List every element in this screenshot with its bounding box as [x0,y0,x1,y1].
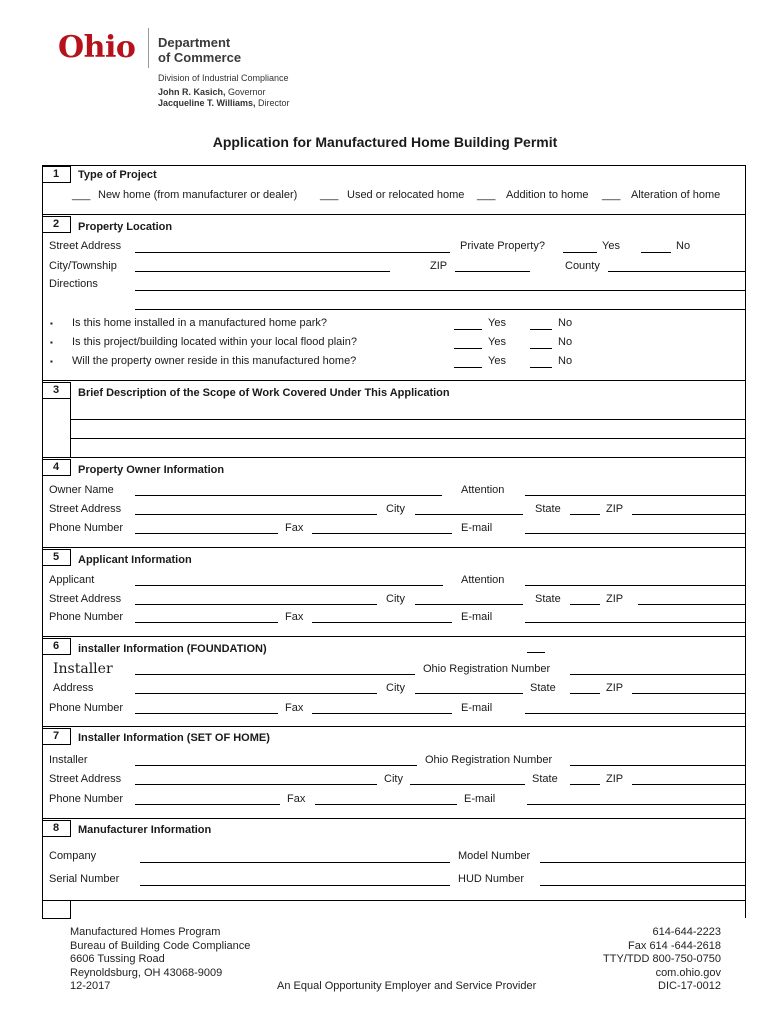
s1-blank-new[interactable]: ___ [72,189,91,201]
s6-state-field[interactable] [570,693,600,694]
section-8-title: Manufacturer Information [78,824,212,836]
section-2-number: 2 [42,216,71,233]
s5-city-field[interactable] [415,604,523,605]
s1-alteration: Alteration of home [631,189,721,201]
s2-q2-yes-field[interactable] [454,348,482,349]
s6-email-label: E-mail [461,702,493,714]
s4-street-label: Street Address [49,503,122,515]
division-name: Division of Industrial Compliance [158,73,289,83]
s4-city-field[interactable] [415,514,523,515]
governor: John R. Kasich, Governor [158,87,266,97]
s4-email-field[interactable] [525,533,745,534]
section-3-title: Brief Description of the Scope of Work Covered Under This Application [78,387,450,399]
s8-hud-label: HUD Number [458,873,525,885]
s2-directions-label: Directions [49,278,98,290]
director: Jacqueline T. Williams, Director [158,98,290,108]
s8-model-label: Model Number [458,850,531,862]
s8-serial-field[interactable] [140,885,450,886]
section-7-title: Installer Information (SET OF HOME) [78,732,270,744]
s7-email-field[interactable] [527,804,745,805]
s2-q3-no-field[interactable] [530,367,552,368]
s2-private-no: No [676,240,691,252]
s5-state-label: State [535,593,561,605]
s4-phone-label: Phone Number [49,522,123,534]
s2-q1-yes: Yes [488,317,506,329]
s5-attention-label: Attention [461,574,505,586]
s7-installer-label: Installer [49,754,88,766]
s4-owner-field[interactable] [135,495,442,496]
s2-q1-no-field[interactable] [530,329,552,330]
divider-2 [42,380,745,381]
s2-q3: Will the property owner reside in this manufactured home? [72,355,357,367]
divider-8 [42,900,745,901]
s6-extra-mark [527,652,545,653]
s7-state-field[interactable] [570,784,600,785]
s1-blank-alteration[interactable]: ___ [602,189,621,201]
s7-fax-label: Fax [287,793,306,805]
s2-q3-yes-field[interactable] [454,367,482,368]
s7-zip-label: ZIP [606,773,624,785]
s5-phone-field[interactable] [135,622,278,623]
s4-state-field[interactable] [570,514,600,515]
footer-equal-opportunity: An Equal Opportunity Employer and Service Provider [277,980,537,992]
s6-ohio-reg-label: Ohio Registration Number [423,663,551,675]
s7-city-label: City [384,773,403,785]
section-5-number: 5 [42,549,71,566]
section-2-title: Property Location [78,221,173,233]
s2-county-label: County [565,260,600,272]
s2-street-field[interactable] [135,252,450,253]
footer-address: Manufactured Homes Program Bureau of Building Code Compliance 6606 Tussing Road Reynoldsburg, OH 43068-9009 12-2017 [70,926,251,992]
divider-6 [42,726,745,727]
s7-email-label: E-mail [464,793,496,805]
s3-left-rule [70,382,71,458]
s4-street-field[interactable] [135,514,377,515]
section-7-number: 7 [42,728,71,745]
s5-email-label: E-mail [461,611,493,623]
divider-4 [42,547,745,548]
s4-fax-label: Fax [285,522,304,534]
s1-blank-addition[interactable]: ___ [477,189,496,201]
s8-company-label: Company [49,850,97,862]
s2-q3-yes: Yes [488,355,506,367]
s4-state-label: State [535,503,561,515]
s5-zip-label: ZIP [606,593,624,605]
divider-5 [42,636,745,637]
s6-zip-field[interactable] [632,693,745,694]
s4-phone-field[interactable] [135,533,278,534]
s4-attention-field[interactable] [525,495,745,496]
section-3-number: 3 [42,382,71,399]
section-5-title: Applicant Information [78,554,192,566]
s2-q1-yes-field[interactable] [454,329,482,330]
s6-zip-label: ZIP [606,682,624,694]
s2-q3-no: No [558,355,573,367]
s6-city-field[interactable] [415,693,523,694]
s7-phone-field[interactable] [135,804,280,805]
s4-owner-label: Owner Name [49,484,114,496]
frame-left [42,165,43,918]
s2-street-label: Street Address [49,240,122,252]
section-4-title: Property Owner Information [78,464,225,476]
s4-fax-field[interactable] [312,533,452,534]
bullet: ▪ [50,357,53,366]
s5-fax-field[interactable] [312,622,452,623]
section-1-title: Type of Project [78,169,157,181]
s2-city-label: City/Township [49,260,117,272]
s2-city-field[interactable] [135,271,390,272]
logo-divider [148,28,149,68]
s5-street-label: Street Address [49,593,122,605]
s8-model-field[interactable] [540,862,745,863]
s6-state-label: State [530,682,556,694]
divider-7 [42,818,745,819]
s2-q2-no-field[interactable] [530,348,552,349]
s7-street-label: Street Address [49,773,122,785]
s4-zip-label: ZIP [606,503,624,515]
s2-directions-field-2[interactable] [135,309,745,310]
s7-fax-field[interactable] [315,804,457,805]
frame-top [42,165,745,166]
s6-city-label: City [386,682,405,694]
s1-new-home: New home (from manufacturer or dealer) [98,189,298,201]
s4-attention-label: Attention [461,484,505,496]
section-4-number: 4 [42,459,71,476]
s5-state-field[interactable] [570,604,600,605]
s5-email-field[interactable] [525,622,745,623]
section-6-title: installer Information (FOUNDATION) [78,643,267,655]
s7-city-field[interactable] [410,784,525,785]
bullet: ▪ [50,319,53,328]
s5-zip-field[interactable] [638,604,745,605]
s8-hud-field[interactable] [540,885,745,886]
page-title: Application for Manufactured Home Building Permit [212,134,558,150]
s5-applicant-field[interactable] [135,585,443,586]
ohio-logo: Ohio [58,30,136,65]
divider-3 [42,457,745,458]
s5-fax-label: Fax [285,611,304,623]
s7-street-field[interactable] [135,784,377,785]
s6-email-field[interactable] [525,713,745,714]
s2-county-field[interactable] [608,271,745,272]
footer-contact: 614-644-2223 Fax 614 -644-2618 TTY/TDD 800-750-0750 com.ohio.gov DIC-17-0012 [603,926,721,992]
s7-ohio-reg-label: Ohio Registration Number [425,754,553,766]
section-6-number: 6 [42,638,71,655]
s2-zip-label: ZIP [430,260,448,272]
s6-address-label: Address [53,682,94,694]
s2-q1: Is this home installed in a manufactured home park? [72,317,327,329]
s3-description-line-2[interactable] [70,438,745,439]
s5-street-field[interactable] [135,604,377,605]
s5-attention-field[interactable] [525,585,745,586]
s2-private-no-field[interactable] [641,252,671,253]
s2-directions-field-1[interactable] [135,290,745,291]
s2-q2-yes: Yes [488,336,506,348]
s6-phone-label: Phone Number [49,702,123,714]
frame-right [745,165,746,918]
s6-address-field[interactable] [135,693,377,694]
s7-ohio-reg-field[interactable] [570,765,745,766]
s6-installer-label: Installer [53,661,113,677]
s4-email-label: E-mail [461,522,493,534]
s6-fax-label: Fax [285,702,304,714]
s6-fax-field[interactable] [312,713,452,714]
s6-phone-field[interactable] [135,713,278,714]
bullet: ▪ [50,338,53,347]
section-8-number: 8 [42,820,71,837]
s4-city-label: City [386,503,405,515]
dept-line1: Department [158,35,231,50]
s1-used-home: Used or relocated home [347,189,465,201]
empty-number-cell [42,900,71,919]
s7-phone-label: Phone Number [49,793,123,805]
s2-zip-field[interactable] [455,271,530,272]
section-1-number: 1 [42,166,71,183]
s6-installer-field[interactable] [135,674,415,675]
s2-q2: Is this project/building located within your local flood plain? [72,336,357,348]
s7-installer-field[interactable] [135,765,417,766]
s4-zip-field[interactable] [632,514,745,515]
s2-private-yes: Yes [602,240,620,252]
s1-blank-used[interactable]: ___ [320,189,339,201]
s2-q2-no: No [558,336,573,348]
s5-city-label: City [386,593,405,605]
divider-1 [42,214,745,215]
s5-phone-label: Phone Number [49,611,123,623]
s3-description-line-1[interactable] [70,419,745,420]
s1-addition: Addition to home [506,189,589,201]
s7-state-label: State [532,773,558,785]
s7-zip-field[interactable] [632,784,745,785]
s2-q1-no: No [558,317,573,329]
s5-applicant-label: Applicant [49,574,95,586]
s2-private-label: Private Property? [460,240,545,252]
s8-company-field[interactable] [140,862,450,863]
dept-line2: of Commerce [158,50,242,65]
s2-private-yes-field[interactable] [563,252,597,253]
s6-ohio-reg-field[interactable] [570,674,745,675]
s8-serial-label: Serial Number [49,873,120,885]
